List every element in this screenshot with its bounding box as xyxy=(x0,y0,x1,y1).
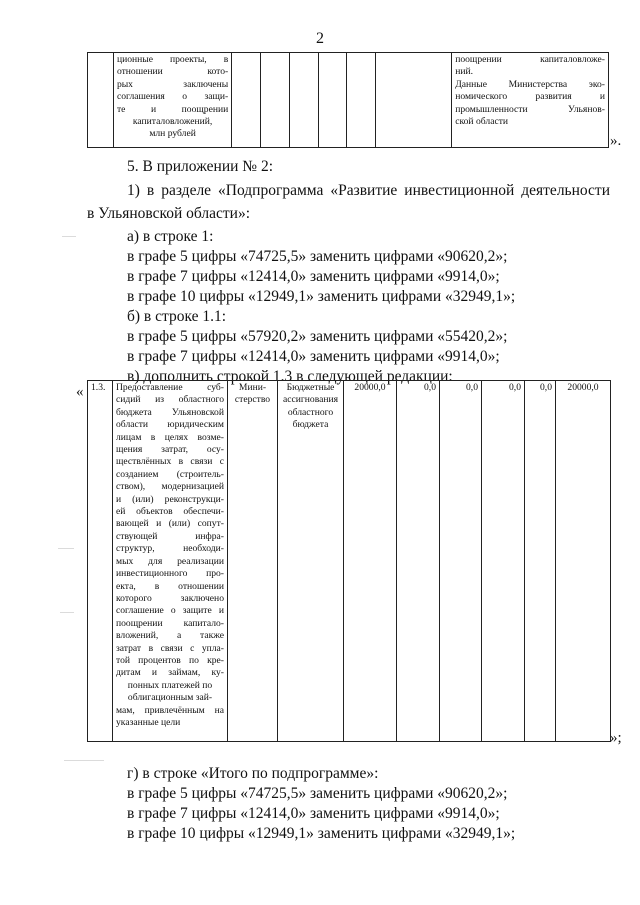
scan-smudge xyxy=(64,760,104,761)
scan-smudge xyxy=(58,548,74,549)
item-5-heading: 5. В приложении № 2: xyxy=(127,158,274,175)
sub-item-b: б) в строке 1.1: xyxy=(127,308,227,325)
indicator-line: капиталовложений, xyxy=(132,116,213,128)
value-cell: 0,0 xyxy=(482,381,525,742)
value-cell: 20000,0 xyxy=(344,381,397,742)
executor-line: стерство xyxy=(234,394,271,406)
sub-item-g-line-3: в графе 10 цифры «12949,1» заменить цифрами «32949,1»; xyxy=(127,825,516,842)
value-cell: 20000,0 xyxy=(556,381,611,742)
value-cell: 0,0 xyxy=(397,381,440,742)
description-line: поощрении капитало- xyxy=(116,617,224,629)
description-line: ей объектов обеспечи- xyxy=(116,506,224,518)
sub-item-a-line-1: в графе 5 цифры «74725,5» заменить цифрами «90620,2»; xyxy=(127,248,508,265)
description-line: затрат в связи с упла- xyxy=(116,642,224,654)
description-line: щения затрат, осу- xyxy=(116,444,224,456)
description-line: вложений, а также xyxy=(116,630,224,642)
scan-smudge xyxy=(62,236,76,237)
empty-cell xyxy=(290,53,319,148)
description-line: понных платежей по xyxy=(127,679,213,691)
continuation-table xyxy=(87,52,609,148)
source-line: поощрении капиталовложе- xyxy=(455,54,605,65)
sub-item-g-line-1: в графе 5 цифры «74725,5» заменить цифрами «90620,2»; xyxy=(127,785,508,802)
description-line: бюджета Ульяновской xyxy=(116,406,224,418)
sub-item-a: а) в строке 1: xyxy=(127,228,214,245)
sub-item-g: г) в строке «Итого по подпрограмме»: xyxy=(127,765,379,782)
empty-cell xyxy=(347,53,376,148)
description-line: созданием (строитель- xyxy=(116,468,224,480)
description-line: указанные цели xyxy=(116,716,181,728)
paragraph-1-line-2: в Ульяновской области»: xyxy=(87,205,251,222)
description-line: лицам в целях возме- xyxy=(116,431,224,443)
indicator-line: отношении кото- xyxy=(116,66,229,78)
indicator-cell xyxy=(113,53,231,148)
source-line: бюджета xyxy=(292,419,329,431)
indicator-line: те и поощрении xyxy=(116,103,229,115)
description-line: мых для реализации xyxy=(116,555,224,567)
indicator-line: соглашения о защи- xyxy=(116,91,229,103)
page-number: 2 xyxy=(316,30,324,47)
description-line: екта, в отношении xyxy=(116,580,224,592)
closing-quote: ». xyxy=(610,133,622,149)
description-line: соглашение о защите и xyxy=(116,605,224,617)
value-cell: 0,0 xyxy=(440,381,482,742)
row-number: 1.3. xyxy=(88,381,113,742)
executor-line: Мини- xyxy=(238,382,267,393)
description-line: той процентов по кре- xyxy=(116,654,224,666)
empty-cell xyxy=(376,53,452,148)
source-line: Бюджетные xyxy=(286,382,335,393)
description-line: которого заключено xyxy=(116,592,224,604)
sub-item-v: в) дополнить строкой 1.3 в следующей редакции: xyxy=(127,368,453,385)
description-line: ством), модернизацией xyxy=(116,481,224,493)
sub-item-b-line-1: в графе 5 цифры «57920,2» заменить цифрами «55420,2»; xyxy=(127,328,508,345)
description-line: сидий из областного xyxy=(116,394,224,406)
indicator-line: млн рублей xyxy=(149,128,196,140)
source-line: Данные Министерства эко- xyxy=(455,78,605,90)
indicator-line: рых заключены xyxy=(116,78,229,90)
closing-quote-semicolon: »; xyxy=(610,730,622,746)
empty-cell xyxy=(232,53,261,148)
empty-cell xyxy=(319,53,347,148)
description-line: облигационным зай- xyxy=(127,692,213,704)
source-line: ской области xyxy=(455,116,509,128)
description-line: мам, привлечённым на xyxy=(116,704,224,716)
source-line: областного xyxy=(287,406,334,418)
source-line: промышленности Ульянов- xyxy=(455,103,605,115)
empty-cell xyxy=(261,53,290,148)
value-cell: 0,0 xyxy=(525,381,556,742)
sub-item-a-line-3: в графе 10 цифры «12949,1» заменить цифрами «32949,1»; xyxy=(127,288,516,305)
description-line: ществлённых в связи с xyxy=(116,456,224,468)
sub-item-b-line-2: в графе 7 цифры «12414,0» заменить цифрами «9914,0»; xyxy=(127,348,500,365)
source-line: номического развития и xyxy=(455,91,605,103)
sub-item-a-line-2: в графе 7 цифры «12414,0» заменить цифрами «9914,0»; xyxy=(127,268,500,285)
source-cell xyxy=(278,381,344,742)
description-line: дитам и займам, ку- xyxy=(116,667,224,679)
description-line: ствующей инфра- xyxy=(116,530,224,542)
indicator-line: ционные проекты, в xyxy=(116,54,229,65)
scan-smudge xyxy=(60,612,74,613)
paragraph-1-line-1: 1) в разделе «Подпрограмма «Развитие инвестиционной деятельности xyxy=(127,182,610,199)
description-line: структур, необходи- xyxy=(116,543,224,555)
opening-quote: « xyxy=(76,384,84,400)
source-cell xyxy=(452,53,609,148)
description-line: Предоставление суб- xyxy=(116,382,224,393)
description-line: вающей и (или) сопут- xyxy=(116,518,224,530)
source-line: ний. xyxy=(455,66,474,78)
description-line: инвестиционного про- xyxy=(116,568,224,580)
description-cell xyxy=(113,381,228,742)
row-1-3-table xyxy=(87,380,611,742)
description-line: области юридическим xyxy=(116,419,224,431)
sub-item-g-line-2: в графе 7 цифры «12414,0» заменить цифрами «9914,0»; xyxy=(127,805,500,822)
description-line: и (или) реконструкци- xyxy=(116,493,224,505)
source-line: ассигнования xyxy=(282,394,339,406)
empty-cell xyxy=(88,53,114,148)
executor-cell xyxy=(228,381,278,742)
